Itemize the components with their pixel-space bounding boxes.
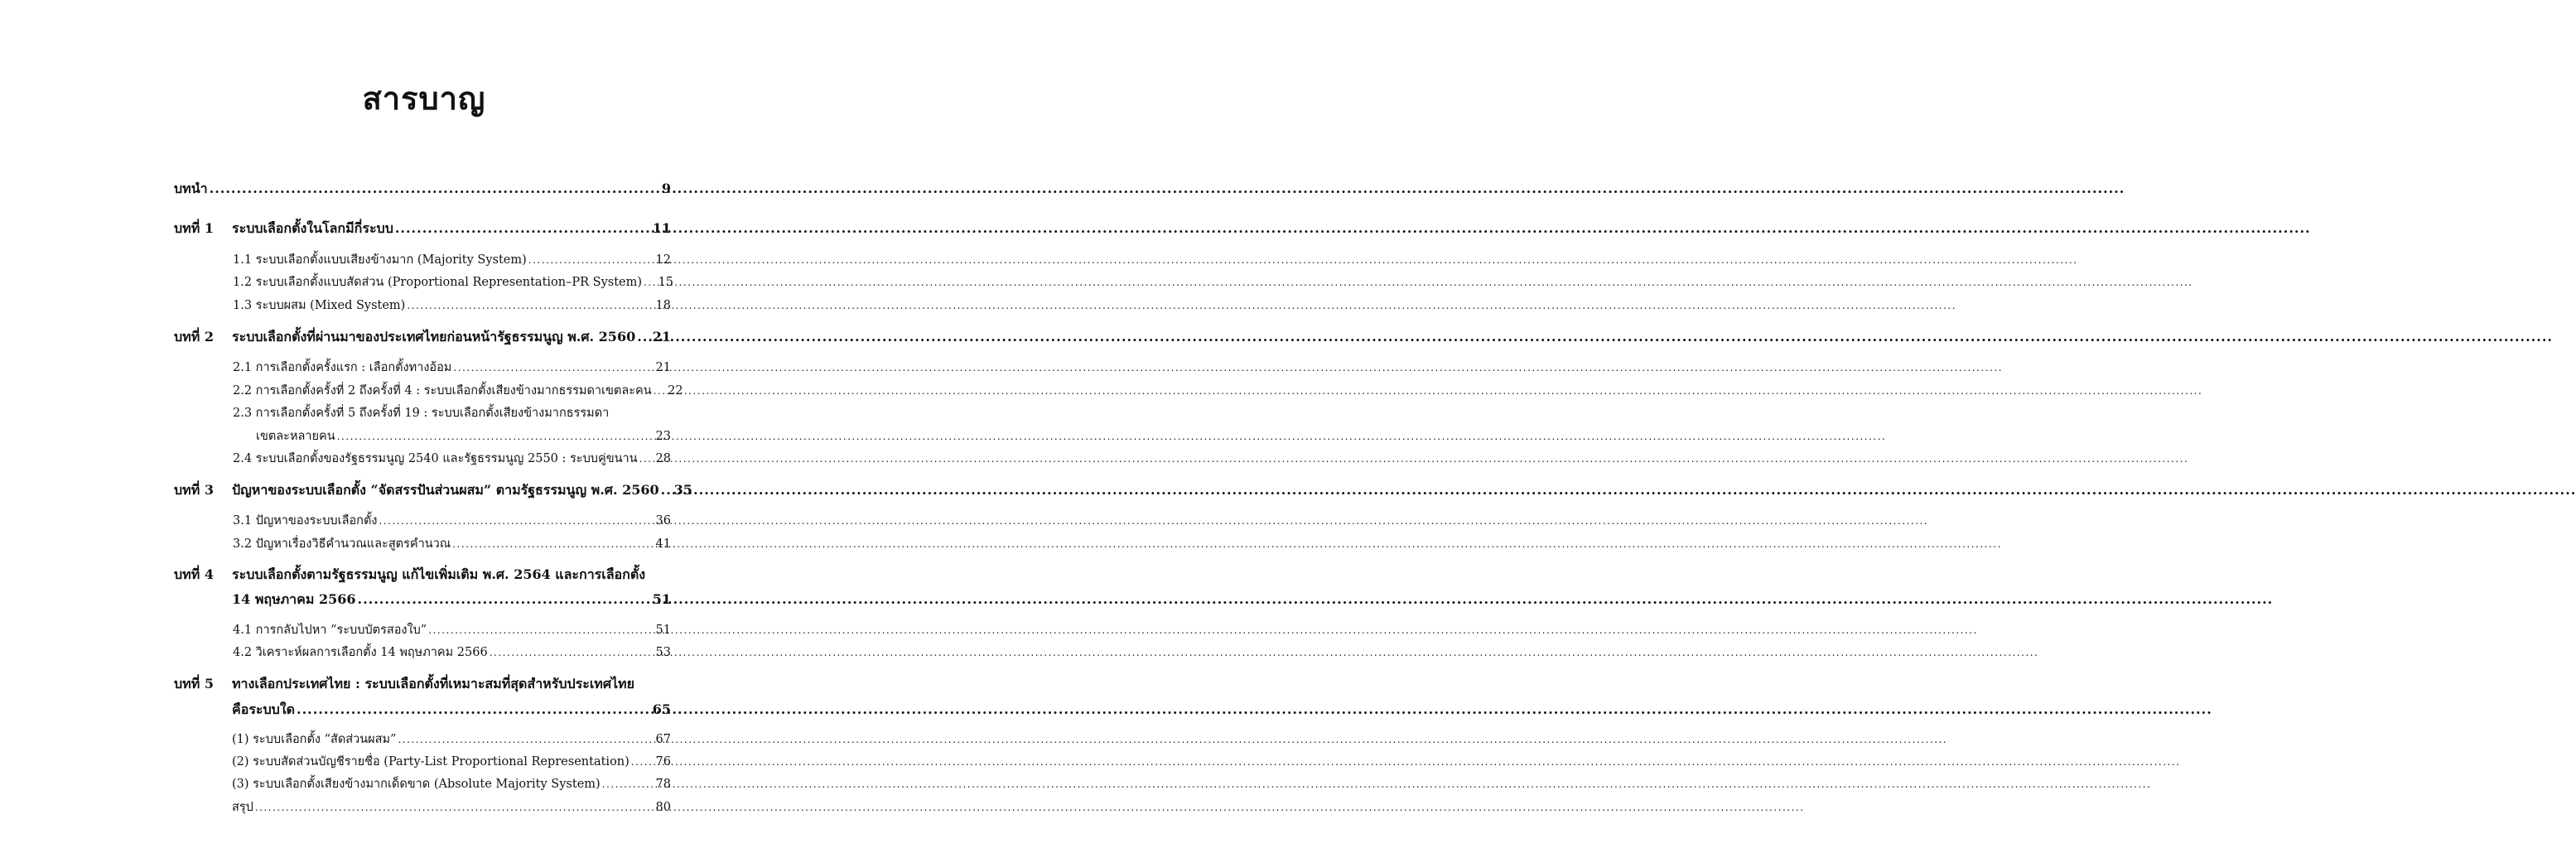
section-title: 3.2 ปัญหาเรื่องวิธีคำนวณและสูตรคำนวณ — [233, 537, 451, 551]
dot-leader — [379, 515, 649, 527]
page-number: 51 — [655, 624, 671, 637]
dot-leader — [395, 220, 648, 236]
section-title: 3.1 ปัญหาของระบบเลือกตั้ง — [233, 514, 378, 528]
page-number: 67 — [655, 733, 671, 746]
chapter-label: บทที่ 3 — [174, 482, 214, 498]
section-row — [233, 620, 671, 639]
section-row — [233, 250, 671, 269]
chapter-title-cont: คือระบบใด — [232, 701, 296, 717]
chapter-title: ระบบเลือกตั้งตามรัฐธรรมนูญ แก้ไขเพิ่มเติม พ.ศ. 2564 และการเลือกตั้ง — [232, 566, 646, 582]
section-title: (1) ระบบเลือกตั้ง “สัดส่วนผสม” — [232, 733, 397, 746]
section-title: 1.1 ระบบเลือกตั้งแบบเสียงข้างมาก (Majority System) — [233, 253, 527, 267]
page-number: 12 — [655, 253, 671, 267]
page-number: 78 — [655, 778, 671, 791]
dot-leader — [602, 778, 649, 790]
chapter-title: ปัญหาของระบบเลือกตั้ง “จัดสรรปันส่วนผสม” ตามรัฐธรรมนูญ พ.ศ. 2560 — [232, 482, 659, 498]
dot-leader — [528, 254, 649, 266]
toc-page — [0, 0, 848, 848]
toc-intro-row — [174, 179, 671, 200]
section-row — [232, 774, 671, 793]
chapter-title-cont: 14 พฤษภาคม 2566 — [232, 591, 356, 607]
page-number: 21 — [655, 361, 671, 374]
section-row — [256, 426, 671, 446]
dot-leader — [639, 453, 649, 465]
section-title: (2) ระบบสัดส่วนบัญชีรายชื่อ (Party-List Proportional Representation) — [232, 755, 630, 768]
section-row — [233, 272, 674, 292]
dot-leader — [407, 300, 649, 311]
chapter-title-row — [232, 590, 671, 610]
page-number: 35 — [673, 482, 692, 498]
page-number: 41 — [655, 537, 671, 551]
chapter-title-row — [232, 480, 692, 501]
dot-leader — [637, 329, 648, 344]
chapter-title: ระบบเลือกตั้งในโลกมีกี่ระบบ — [232, 220, 393, 236]
page-number: 36 — [655, 514, 671, 528]
dot-leader — [452, 538, 649, 550]
dot-leader — [490, 647, 649, 658]
page-number: 22 — [668, 384, 683, 398]
chapter-title: ระบบเลือกตั้งที่ผ่านมาของประเทศไทยก่อนหน้ารัฐธรรมนูญ พ.ศ. 2560 — [232, 329, 636, 344]
section-title: สรุป — [232, 801, 253, 814]
dot-leader — [398, 734, 649, 745]
page-title: สารบาญ — [362, 80, 486, 117]
dot-leader — [428, 624, 649, 636]
section-row — [233, 358, 671, 377]
section-title: 2.2 การเลือกตั้งครั้งที่ 2 ถึงครั้งที่ 4 : ระบบเลือกตั้งเสียงข้างมากธรรมดาเขตละคน — [233, 384, 652, 398]
chapter-label: บทที่ 5 — [174, 676, 214, 691]
chapter-label: บทที่ 1 — [174, 220, 214, 236]
page-number: 28 — [655, 452, 671, 465]
section-title: (3) ระบบเลือกตั้งเสียงข้างมากเด็ดขาด (Absolute Majority System) — [232, 778, 601, 791]
dot-leader — [644, 277, 652, 288]
section-row — [232, 730, 671, 749]
page-number: 18 — [655, 299, 671, 312]
page-number: 53 — [655, 646, 671, 659]
section-title-cont: เขตละหลายคน — [256, 430, 335, 443]
dot-leader — [337, 431, 649, 442]
page-number: 21 — [652, 329, 671, 344]
section-row — [232, 752, 671, 771]
chapter-title-row — [232, 700, 671, 720]
dot-leader — [661, 482, 669, 498]
dot-leader — [297, 701, 648, 717]
intro-label: บทนำ — [174, 181, 208, 196]
section-title: 2.4 ระบบเลือกตั้งของรัฐธรรมนูญ 2540 และรัฐธรรมนูญ 2550 : ระบบคู่ขนาน — [233, 452, 638, 465]
chapter-title: ทางเลือกประเทศไทย : ระบบเลือกตั้งที่เหมาะสมที่สุดสำหรับประเทศไทย — [232, 676, 634, 691]
section-title: 4.1 การกลับไปหา “ระบบบัตรสองใบ” — [233, 624, 427, 637]
chapter-label: บทที่ 4 — [174, 566, 214, 582]
section-row — [233, 534, 671, 553]
section-title: 1.3 ระบบผสม (Mixed System) — [233, 299, 406, 312]
dot-leader — [453, 362, 649, 373]
section-row — [232, 797, 671, 817]
dot-leader — [255, 802, 649, 813]
section-row — [233, 381, 683, 400]
section-title: 4.2 วิเคราะห์ผลการเลือกตั้ง 14 พฤษภาคม 2566 — [233, 646, 488, 659]
section-row — [233, 449, 671, 468]
section-row — [233, 511, 671, 530]
page-number: 23 — [655, 430, 671, 443]
section-title: 2.3 การเลือกตั้งครั้งที่ 5 ถึงครั้งที่ 19 : ระบบเลือกตั้งเสียงข้างมากธรรมดา — [233, 407, 610, 420]
page-number: 9 — [661, 181, 671, 196]
chapter-label: บทที่ 2 — [174, 329, 214, 344]
section-title: 2.1 การเลือกตั้งครั้งแรก : เลือกตั้งทางอ้อม — [233, 361, 452, 374]
chapter-title-row — [232, 219, 671, 239]
page-number: 80 — [655, 801, 671, 814]
section-row — [233, 296, 671, 315]
page-number: 76 — [655, 755, 671, 768]
section-row — [233, 643, 671, 662]
dot-leader — [210, 181, 649, 196]
page-number: 15 — [658, 276, 674, 289]
chapter-title-row — [232, 327, 671, 348]
dot-leader — [654, 385, 662, 397]
page-number: 65 — [652, 701, 671, 717]
dot-leader — [631, 756, 649, 768]
dot-leader — [358, 591, 648, 607]
section-title: 1.2 ระบบเลือกตั้งแบบสัดส่วน (Proportional Representation–PR System) — [233, 276, 643, 289]
page-number: 51 — [652, 591, 671, 607]
page-number: 11 — [652, 220, 671, 236]
